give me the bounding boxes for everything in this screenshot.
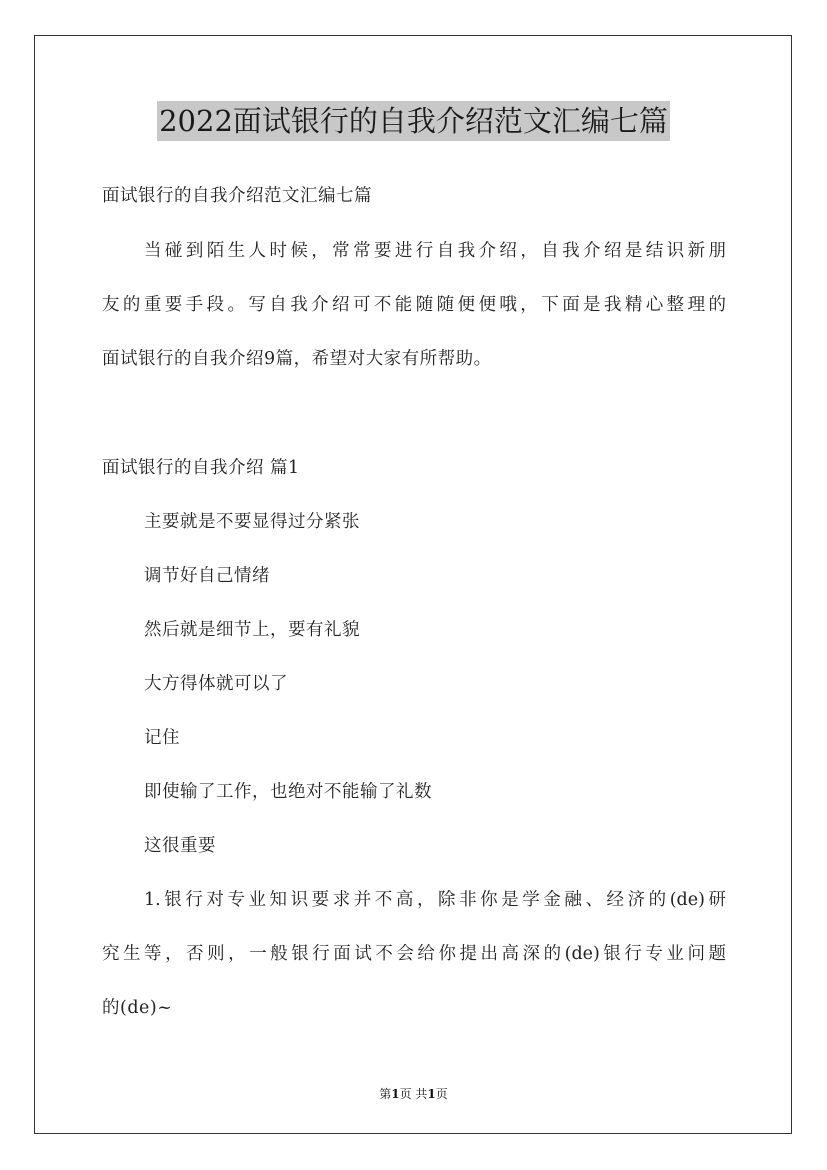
- list-item: 记住: [144, 728, 180, 748]
- list-item: 即使输了工作，也绝对不能输了礼数: [144, 782, 432, 802]
- footer-total-pages: 1: [427, 1087, 436, 1101]
- paragraph-line-1: 1.银行对专业知识要求并不高，除非你是学金融、经济的(de)研: [144, 890, 726, 910]
- list-item: 然后就是细节上，要有礼貌: [144, 620, 360, 640]
- footer-prefix: 第: [379, 1087, 392, 1101]
- document-subtitle: 面试银行的自我介绍范文汇编七篇: [102, 186, 372, 206]
- list-item: 主要就是不要显得过分紧张: [144, 512, 360, 532]
- intro-line-1: 当碰到陌生人时候，常常要进行自我介绍，自我介绍是结识新朋: [144, 241, 726, 261]
- section-heading: 面试银行的自我介绍 篇1: [102, 458, 300, 478]
- list-item: 这很重要: [144, 836, 216, 856]
- page-footer: [0, 1085, 827, 1102]
- intro-line-2: 友的重要手段。写自我介绍可不能随随便便哦，下面是我精心整理的: [102, 295, 726, 315]
- document-title-container: [0, 101, 827, 141]
- footer-page-number: 1: [391, 1087, 400, 1101]
- intro-line-3: 面试银行的自我介绍9篇，希望对大家有所帮助。: [102, 349, 492, 369]
- paragraph-line-2: 究生等，否则，一般银行面试不会给你提出高深的(de)银行专业问题: [102, 944, 726, 964]
- footer-mid: 页 共: [399, 1087, 428, 1101]
- list-item: 大方得体就可以了: [144, 674, 288, 694]
- list-item: 调节好自己情绪: [144, 566, 270, 586]
- document-title: 2022面试银行的自我介绍范文汇编七篇: [157, 101, 670, 141]
- paragraph-line-3: 的(de)~: [102, 998, 173, 1018]
- footer-suffix: 页: [435, 1087, 448, 1101]
